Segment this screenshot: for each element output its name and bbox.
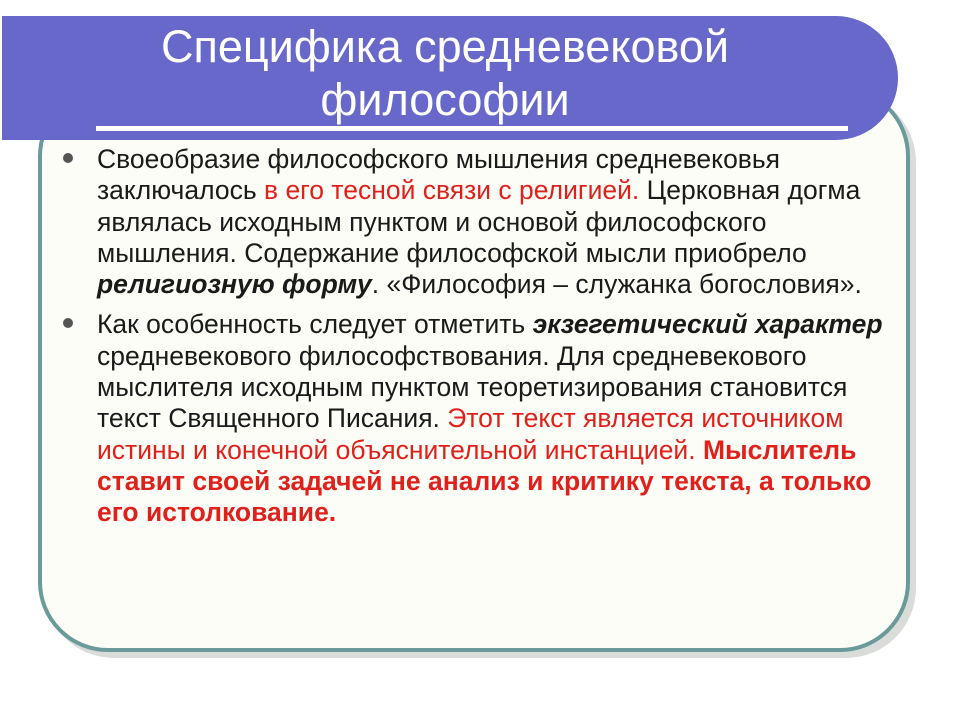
- bullet2-text-2: средневекового философствования. Для средневекового мыслителя исходным пунктом теоретизирования становится текст Священного Писания.: [97, 340, 848, 434]
- bullet-icon: [63, 318, 73, 328]
- title-line-2: философии: [320, 74, 570, 125]
- bullet-icon: [63, 153, 73, 163]
- bullet1-emphasis: религиозную форму: [97, 269, 372, 300]
- bullet2-red-1: Этот текст является источником истины и конечной объяснительной инстанцией.: [97, 403, 844, 465]
- bullet2-text-1: Как особенность следует отметить: [97, 309, 533, 340]
- title-underline: [96, 126, 848, 131]
- slide-title: [120, 20, 770, 126]
- bullet1-text-3: . «Философия – служанка богословия».: [371, 269, 862, 300]
- bullet-item-1: [60, 144, 890, 300]
- bullet2-emphasis: экзегетический характер: [532, 309, 883, 340]
- bullet2-red-bold: Мыслитель ставит своей задачей не анализ и критику текста, а только его истолкование.: [97, 434, 872, 528]
- bullet-item-2: [60, 309, 890, 528]
- bullet1-text-1: Своеобразие философского мышления средневековья заключалось: [97, 144, 781, 206]
- slide-content: [60, 144, 890, 538]
- title-line-1: Специфика средневековой: [160, 21, 730, 72]
- bullet2-text-3: [696, 435, 703, 465]
- bullet1-text-2: Церковная догма являлась исходным пунктом и основой философского мышления. Содержание философской мысли приобрело: [97, 175, 861, 268]
- bullet1-red-1: в его тесной связи с религией.: [264, 175, 640, 206]
